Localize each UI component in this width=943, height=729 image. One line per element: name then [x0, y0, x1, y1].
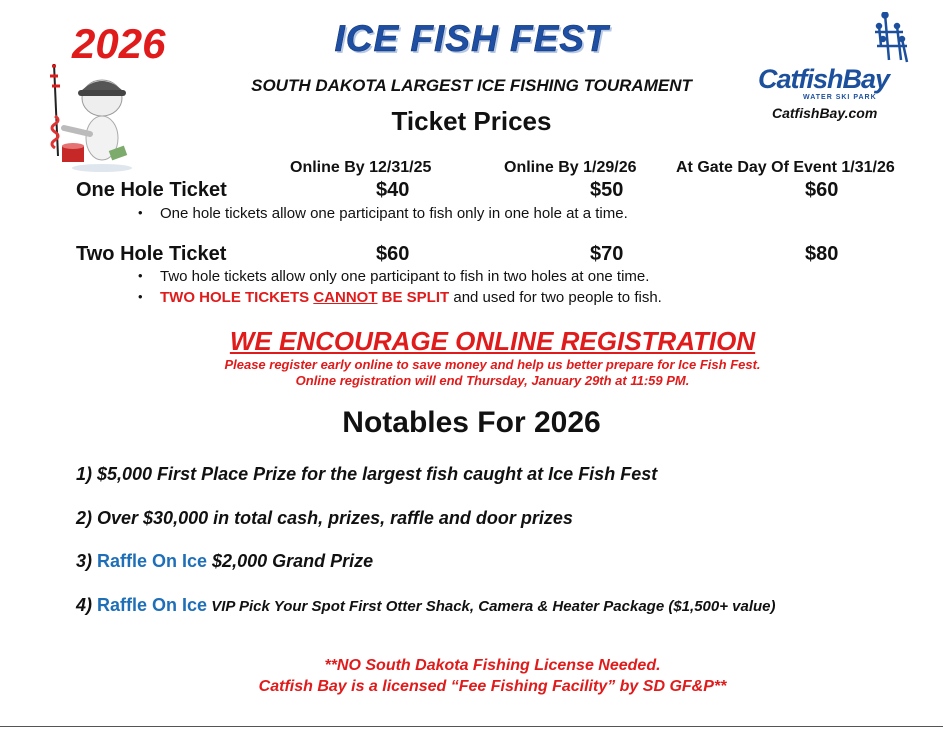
column-header-late: Online By 1/29/26 — [504, 159, 637, 176]
notable-item-2: 2) Over $30,000 in total cash, prizes, raffle and door prizes — [76, 508, 573, 528]
two-hole-ticket-label: Two Hole Ticket — [76, 243, 227, 265]
warning-tail: and used for two people to fish. — [449, 289, 662, 306]
column-header-early: Online By 12/31/25 — [290, 159, 432, 176]
notable-3-raffle: Raffle On Ice — [97, 551, 208, 571]
footer-line-2: Catfish Bay is a licensed “Fee Fishing Facility” by SD GF&P** — [258, 678, 727, 695]
ticket-prices-title: Ticket Prices — [391, 106, 552, 136]
two-hole-price-early: $60 — [376, 243, 410, 265]
two-hole-price-gate: $80 — [805, 243, 839, 265]
one-hole-price-late: $50 — [590, 179, 624, 201]
encourage-heading: WE ENCOURAGE ONLINE REGISTRATION — [229, 326, 756, 356]
encourage-line-1: Please register early online to save money and help us better prepare for Ice Fish Fest. — [224, 357, 761, 372]
warning-cannot: CANNOT — [313, 289, 378, 306]
encourage-line-2: Online registration will end Thursday, January 29th at 11:59 PM. — [295, 373, 690, 388]
festival-title-text: ICE FISH FEST — [334, 18, 609, 59]
two-hole-price-late: $70 — [590, 243, 624, 265]
notable-4-number: 4) — [76, 595, 98, 615]
logo-name: CatfishBay — [758, 64, 890, 94]
notable-3-number: 3) — [76, 551, 98, 571]
notable-4-rest: VIP Pick Your Spot First Otter Shack, Camera & Heater Package ($1,500+ value) — [207, 598, 776, 615]
bottom-divider — [0, 726, 943, 727]
logo-tagline: WATER SKI PARK — [803, 94, 877, 101]
logo-url: CatfishBay.com — [772, 105, 878, 121]
footer-line-1: **NO South Dakota Fishing License Needed. — [324, 657, 661, 674]
notable-4-raffle: Raffle On Ice — [97, 595, 208, 615]
notable-item-3 — [76, 551, 373, 572]
two-hole-warning — [140, 289, 662, 306]
two-hole-note-text: Two hole tickets allow only one participant to fish in two holes at one time. — [160, 268, 650, 285]
warning-post: BE SPLIT — [377, 289, 450, 306]
one-hole-note — [140, 205, 628, 222]
year-label: 2026 — [72, 20, 166, 67]
notables-title: Notables For 2026 — [342, 406, 601, 439]
one-hole-price-early: $40 — [376, 179, 410, 201]
one-hole-price-gate: $60 — [805, 179, 839, 201]
notable-item-1: 1) $5,000 First Place Prize for the largest fish caught at Ice Fish Fest — [76, 464, 658, 484]
one-hole-note-text: One hole tickets allow one participant to fish only in one hole at a time. — [160, 205, 628, 222]
tournament-subtitle: SOUTH DAKOTA LARGEST ICE FISHING TOURAMENT — [251, 76, 692, 95]
two-hole-note — [140, 268, 649, 285]
one-hole-ticket-label: One Hole Ticket — [76, 179, 227, 201]
warning-pre: TWO HOLE TICKETS — [160, 289, 314, 306]
notable-item-4 — [76, 595, 776, 616]
notable-3-rest: $2,000 Grand Prize — [207, 551, 374, 571]
column-header-gate: At Gate Day Of Event 1/31/26 — [676, 159, 895, 176]
